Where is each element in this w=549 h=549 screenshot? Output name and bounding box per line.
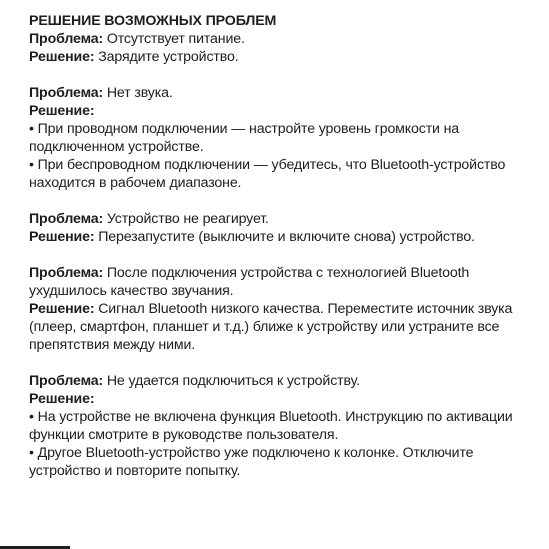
- footnote-fragment: [112, 545, 142, 549]
- problem-line: [29, 264, 545, 300]
- solution-label: Решение:: [29, 103, 95, 119]
- solution-label: Решение:: [29, 391, 95, 407]
- solution-text: Перезапустите (выключите и включите снова) устройство.: [94, 229, 475, 245]
- problem-line: [29, 210, 545, 228]
- section-title: РЕШЕНИЕ ВОЗМОЖНЫХ ПРОБЛЕМ: [29, 13, 277, 29]
- solution-bullet: • При беспроводном подключении — убедитесь, что Bluetooth-устройство находится в рабочем диапазоне.: [29, 157, 506, 191]
- problem-label: Проблема:: [29, 31, 104, 47]
- solution-bullet: • На устройстве не включена функция Bluetooth. Инструкцию по активации функции смотрите в руководстве пользователя.: [29, 409, 513, 443]
- problem-block-1: [29, 30, 545, 66]
- solution-line: [29, 300, 545, 354]
- problem-label: Проблема:: [29, 211, 104, 227]
- solution-bullet: • При проводном подключении — настройте уровень громкости на подключенном устройстве.: [29, 121, 460, 155]
- solution-text: Зарядите устройство.: [94, 49, 239, 65]
- solution-line: [29, 48, 545, 66]
- troubleshooting-section: [29, 12, 545, 498]
- solution-line: [29, 228, 545, 246]
- problem-line: [29, 30, 545, 48]
- problem-label: Проблема:: [29, 373, 104, 389]
- solution-label: Решение:: [29, 301, 95, 317]
- problem-block-4: [29, 264, 545, 354]
- problem-text: После подключения устройства с технологией Bluetooth ухудшилось качество звучания.: [29, 265, 470, 299]
- solution-bullet: • Другое Bluetooth-устройство уже подключено к колонке. Отключите устройство и повторите попытку.: [29, 445, 474, 479]
- solution-line: [29, 102, 545, 120]
- problem-text: Нет звука.: [103, 85, 173, 101]
- solution-text: Сигнал Bluetooth низкого качества. Переместите источник звука (плеер, смартфон, планшет и т.д.) ближе к устройству или устраните все препятствия между ними.: [29, 301, 513, 353]
- problem-text: Не удается подключиться к устройству.: [103, 373, 360, 389]
- problem-block-2: [29, 84, 545, 192]
- problem-label: Проблема:: [29, 265, 104, 281]
- problem-block-5: [29, 372, 545, 480]
- problem-block-3: [29, 210, 545, 246]
- solution-label: Решение:: [29, 49, 95, 65]
- solution-line: [29, 390, 545, 408]
- problem-line: [29, 372, 545, 390]
- solution-label: Решение:: [29, 229, 95, 245]
- problem-label: Проблема:: [29, 85, 104, 101]
- problem-text: Отсутствует питание.: [103, 31, 245, 47]
- problem-line: [29, 84, 545, 102]
- problem-text: Устройство не реагирует.: [103, 211, 269, 227]
